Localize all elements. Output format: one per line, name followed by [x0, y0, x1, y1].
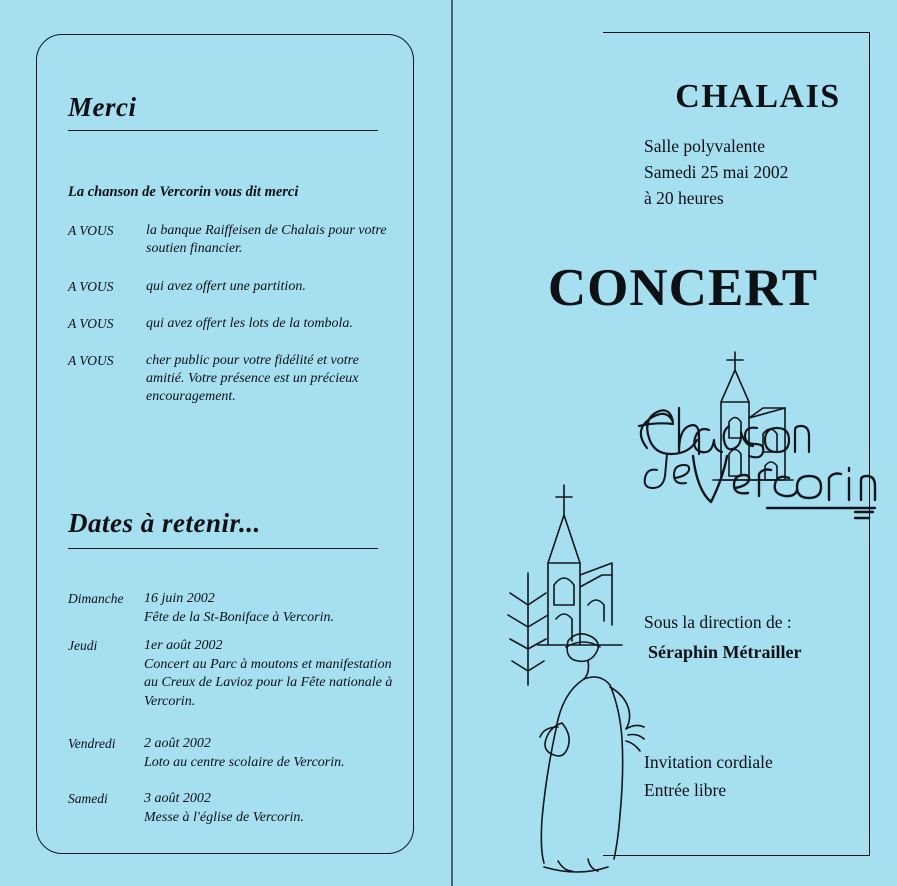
thanks-row-text: qui avez offert une partition. — [146, 279, 306, 294]
thanks-lead: La chanson de Vercorin vous dit merci — [68, 184, 299, 200]
date-row-detail — [144, 735, 406, 772]
date-row-date: 3 août 2002 — [144, 791, 211, 806]
entry-line: Entrée libre — [644, 780, 727, 800]
chapel-illustration — [538, 485, 622, 645]
date-row-day: Dimanche — [68, 591, 124, 606]
thanks-title-rule — [68, 130, 378, 131]
thanks-row-text: la banque Raiffeisen de Chalais pour votre soutien financier. — [146, 223, 387, 256]
date-row — [68, 790, 408, 832]
date-row-date: 16 juin 2002 — [144, 591, 215, 606]
thanks-row — [68, 352, 408, 412]
dates-title-rule — [68, 548, 378, 549]
logo-script-chanson — [639, 408, 809, 457]
dates-title: Dates à retenir... — [68, 508, 261, 538]
right-panel — [452, 0, 897, 886]
date-line: Samedi 25 mai 2002 — [644, 162, 789, 182]
singer-village-illustration — [492, 455, 682, 875]
lady-figure — [540, 634, 644, 872]
date-row — [68, 735, 408, 777]
venue-line: Salle polyvalente — [644, 136, 766, 156]
thanks-row-text: cher public pour votre fidélité et votre amitié. Votre présence est un précieux encouragement. — [146, 353, 359, 404]
time-line: à 20 heures — [644, 188, 724, 208]
city-heading: CHALAIS — [675, 78, 841, 115]
thanks-title: Merci — [68, 92, 137, 122]
date-row-desc: Fête de la St-Boniface à Vercorin. — [144, 609, 334, 625]
thanks-row-who: A VOUS — [68, 353, 114, 368]
thanks-row — [68, 315, 398, 337]
thanks-row-who: A VOUS — [68, 279, 114, 294]
date-row-desc: Loto au centre scolaire de Vercorin. — [144, 754, 345, 770]
date-row-day: Samedi — [68, 791, 108, 806]
thanks-row-text: qui avez offert les lots de la tombola. — [146, 316, 353, 331]
date-row-desc: Messe à l'église de Vercorin. — [144, 809, 304, 825]
date-row — [68, 590, 408, 632]
thanks-row — [68, 278, 398, 300]
date-row-date: 1er août 2002 — [144, 638, 223, 653]
date-row-detail — [144, 790, 406, 827]
date-row-detail — [144, 637, 396, 711]
event-title: CONCERT — [547, 259, 819, 317]
foliage-illustration — [508, 573, 548, 685]
left-panel-border — [36, 34, 414, 854]
date-row-date: 2 août 2002 — [144, 736, 211, 751]
invitation-line: Invitation cordiale — [644, 752, 773, 772]
director-name: Séraphin Métrailler — [648, 642, 802, 662]
date-row-day: Jeudi — [68, 638, 98, 653]
thanks-row-who: A VOUS — [68, 316, 114, 331]
thanks-row-who: A VOUS — [68, 223, 114, 238]
date-row-day: Vendredi — [68, 736, 116, 751]
thanks-row — [68, 222, 398, 262]
date-row — [68, 637, 408, 717]
direction-label: Sous la direction de : — [644, 612, 792, 632]
date-row-desc: Concert au Parc à moutons et manifestation au Creux de Lavioz pour la Fête nationale à Vercorin. — [144, 656, 393, 709]
date-row-detail — [144, 590, 406, 627]
